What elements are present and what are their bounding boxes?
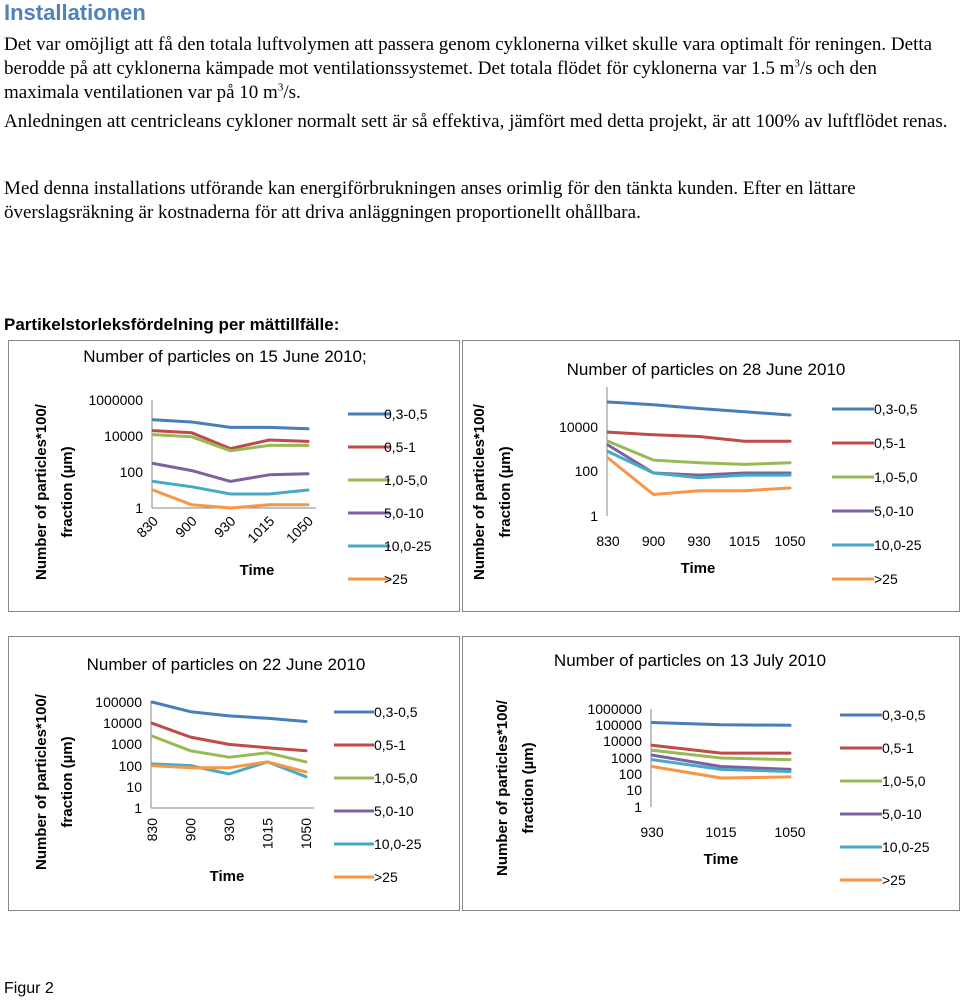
chart-title: Number of particles on 28 June 2010 (566, 360, 846, 379)
chart-13-july (462, 636, 960, 911)
x-tick-label: 930 (210, 512, 239, 541)
legend-label: 0,3-0,5 (374, 704, 418, 720)
y-tick-label: 10 (626, 782, 642, 798)
y-tick-label: 1 (134, 800, 142, 816)
x-axis-title: Time (239, 562, 275, 579)
superscript-2: 3 (277, 81, 284, 94)
y-tick-label: 1 (590, 508, 598, 524)
paragraph-intro-text-2: /s och den maximala ventilationen var på 10 m (4, 58, 877, 103)
y-tick-label: 100 (119, 464, 143, 480)
x-axis-title: Time (703, 851, 739, 868)
paragraph-intro-text-3: /s. (283, 82, 301, 103)
y-tick-label: 10000 (104, 428, 143, 444)
y-tick-label: 10000 (603, 733, 642, 749)
y-axis-label-line1: Number of particles*100/ (33, 404, 50, 580)
x-tick-label: 830 (144, 818, 160, 842)
chart-28-june (462, 340, 960, 612)
legend-label: >25 (374, 869, 398, 885)
y-tick-label: 1000000 (587, 701, 642, 717)
legend-label: 1,0-5,0 (882, 773, 926, 789)
legend-label: 0,3-0,5 (874, 401, 918, 417)
y-tick-label: 1000 (610, 750, 642, 766)
legend-label: >25 (384, 571, 408, 587)
y-axis-label-line2: fraction (µm) (520, 742, 537, 834)
legend-label: 0,5-1 (882, 740, 914, 756)
chart-svg (462, 340, 960, 612)
x-tick-label: 930 (221, 818, 237, 842)
x-tick-label: 830 (596, 533, 620, 549)
y-axis-label-line1: Number of particles*100/ (33, 694, 50, 870)
chart-15-june (8, 340, 460, 612)
paragraph-intro-text-1: Det var omöjligt att få den totala luftvolymen att passera genom cyklonerna vilket skulle vara optimalt för reningen. Detta berodde på att cyklonerna kämpade mot ventilationssystemet. Det totala flödet för cyklonerna var 1.5 m (4, 34, 933, 79)
chart-title: Number of particles on 15 June 2010; (83, 347, 367, 366)
x-tick-label: 1050 (298, 818, 314, 850)
legend-label: 1,0-5,0 (374, 770, 418, 786)
chart-svg (462, 636, 960, 911)
y-axis-label-line2: fraction (µm) (59, 736, 76, 828)
x-axis-title: Time (209, 868, 245, 885)
legend-label: 0,5-1 (374, 737, 406, 753)
x-tick-label: 900 (182, 818, 199, 842)
y-tick-label: 1000000 (88, 392, 143, 408)
y-tick-label: 10000 (103, 715, 142, 731)
chart-svg (8, 636, 460, 911)
x-tick-label: 900 (641, 533, 666, 549)
y-tick-label: 100 (118, 758, 142, 774)
chart-22-june (8, 636, 460, 911)
x-tick-label: 830 (133, 512, 162, 541)
section-heading: Installationen (4, 0, 146, 25)
legend-label: 1,0-5,0 (384, 472, 428, 488)
legend-label: 0,3-0,5 (384, 406, 428, 422)
x-tick-label: 900 (172, 512, 200, 541)
legend-label: 10,0-25 (882, 839, 930, 855)
chart-title: Number of particles on 22 June 2010 (86, 655, 366, 674)
legend-label: 5,0-10 (384, 505, 424, 521)
x-tick-label: 1015 (259, 818, 276, 850)
legend-label: >25 (882, 872, 906, 888)
x-tick-label: 1050 (774, 533, 806, 549)
legend-label: 0,5-1 (874, 435, 906, 451)
x-tick-label: 1015 (705, 824, 737, 840)
legend-label: 5,0-10 (374, 803, 414, 819)
y-tick-label: 100 (618, 766, 642, 782)
x-tick-label: 930 (640, 824, 664, 840)
y-tick-label: 1 (634, 799, 642, 815)
paragraph-energy: Med denna installations utförande kan energiförbrukningen anses orimlig för den tänkta kunden. Efter en lättare överslagsräkning är kostnaderna för att driva anläggningen proportionellt ohållbara. (4, 178, 856, 223)
x-tick-label: 1015 (244, 512, 278, 547)
chart-svg (8, 340, 460, 612)
legend-label: 5,0-10 (874, 503, 914, 519)
y-axis-label-line1: Number of particles*100/ (471, 404, 488, 580)
x-axis-title: Time (680, 560, 716, 577)
y-tick-label: 10 (126, 779, 142, 795)
y-tick-label: 100 (574, 463, 598, 479)
chart-title: Number of particles on 13 July 2010 (553, 651, 827, 670)
x-tick-label: 1050 (282, 512, 317, 547)
superscript-1: 3 (794, 57, 800, 70)
y-tick-label: 100000 (95, 694, 142, 710)
x-tick-label: 1015 (728, 533, 761, 549)
legend-label: 10,0-25 (374, 836, 422, 852)
y-axis-label-line1: Number of particles*100/ (494, 700, 511, 876)
paragraph-efficiency: Anledningen att centricleans cykloner normalt sett är så effektiva, jämfört med detta projekt, är att 100% av luftflödet renas. (4, 111, 948, 132)
y-tick-label: 10000 (559, 419, 598, 435)
figure-caption: Figur 2 (4, 980, 54, 997)
legend-label: 1,0-5,0 (874, 469, 918, 485)
legend-label: 0,3-0,5 (882, 707, 926, 723)
legend-label: 10,0-25 (874, 537, 922, 553)
x-tick-label: 1050 (774, 824, 806, 840)
legend-label: 10,0-25 (384, 538, 432, 554)
figure-subheading: Partikelstorleksfördelning per mättillfälle: (4, 315, 340, 334)
legend-label: 5,0-10 (882, 806, 922, 822)
y-tick-label: 1000 (110, 736, 142, 752)
y-axis-label-line2: fraction (µm) (497, 446, 514, 538)
legend-label: 0,5-1 (384, 439, 416, 455)
paragraph-intro (4, 33, 954, 105)
y-tick-label: 100000 (595, 717, 642, 733)
x-tick-label: 930 (687, 533, 711, 549)
y-tick-label: 1 (135, 500, 143, 516)
legend-label: >25 (874, 571, 898, 587)
y-axis-label-line2: fraction (µm) (59, 446, 76, 538)
